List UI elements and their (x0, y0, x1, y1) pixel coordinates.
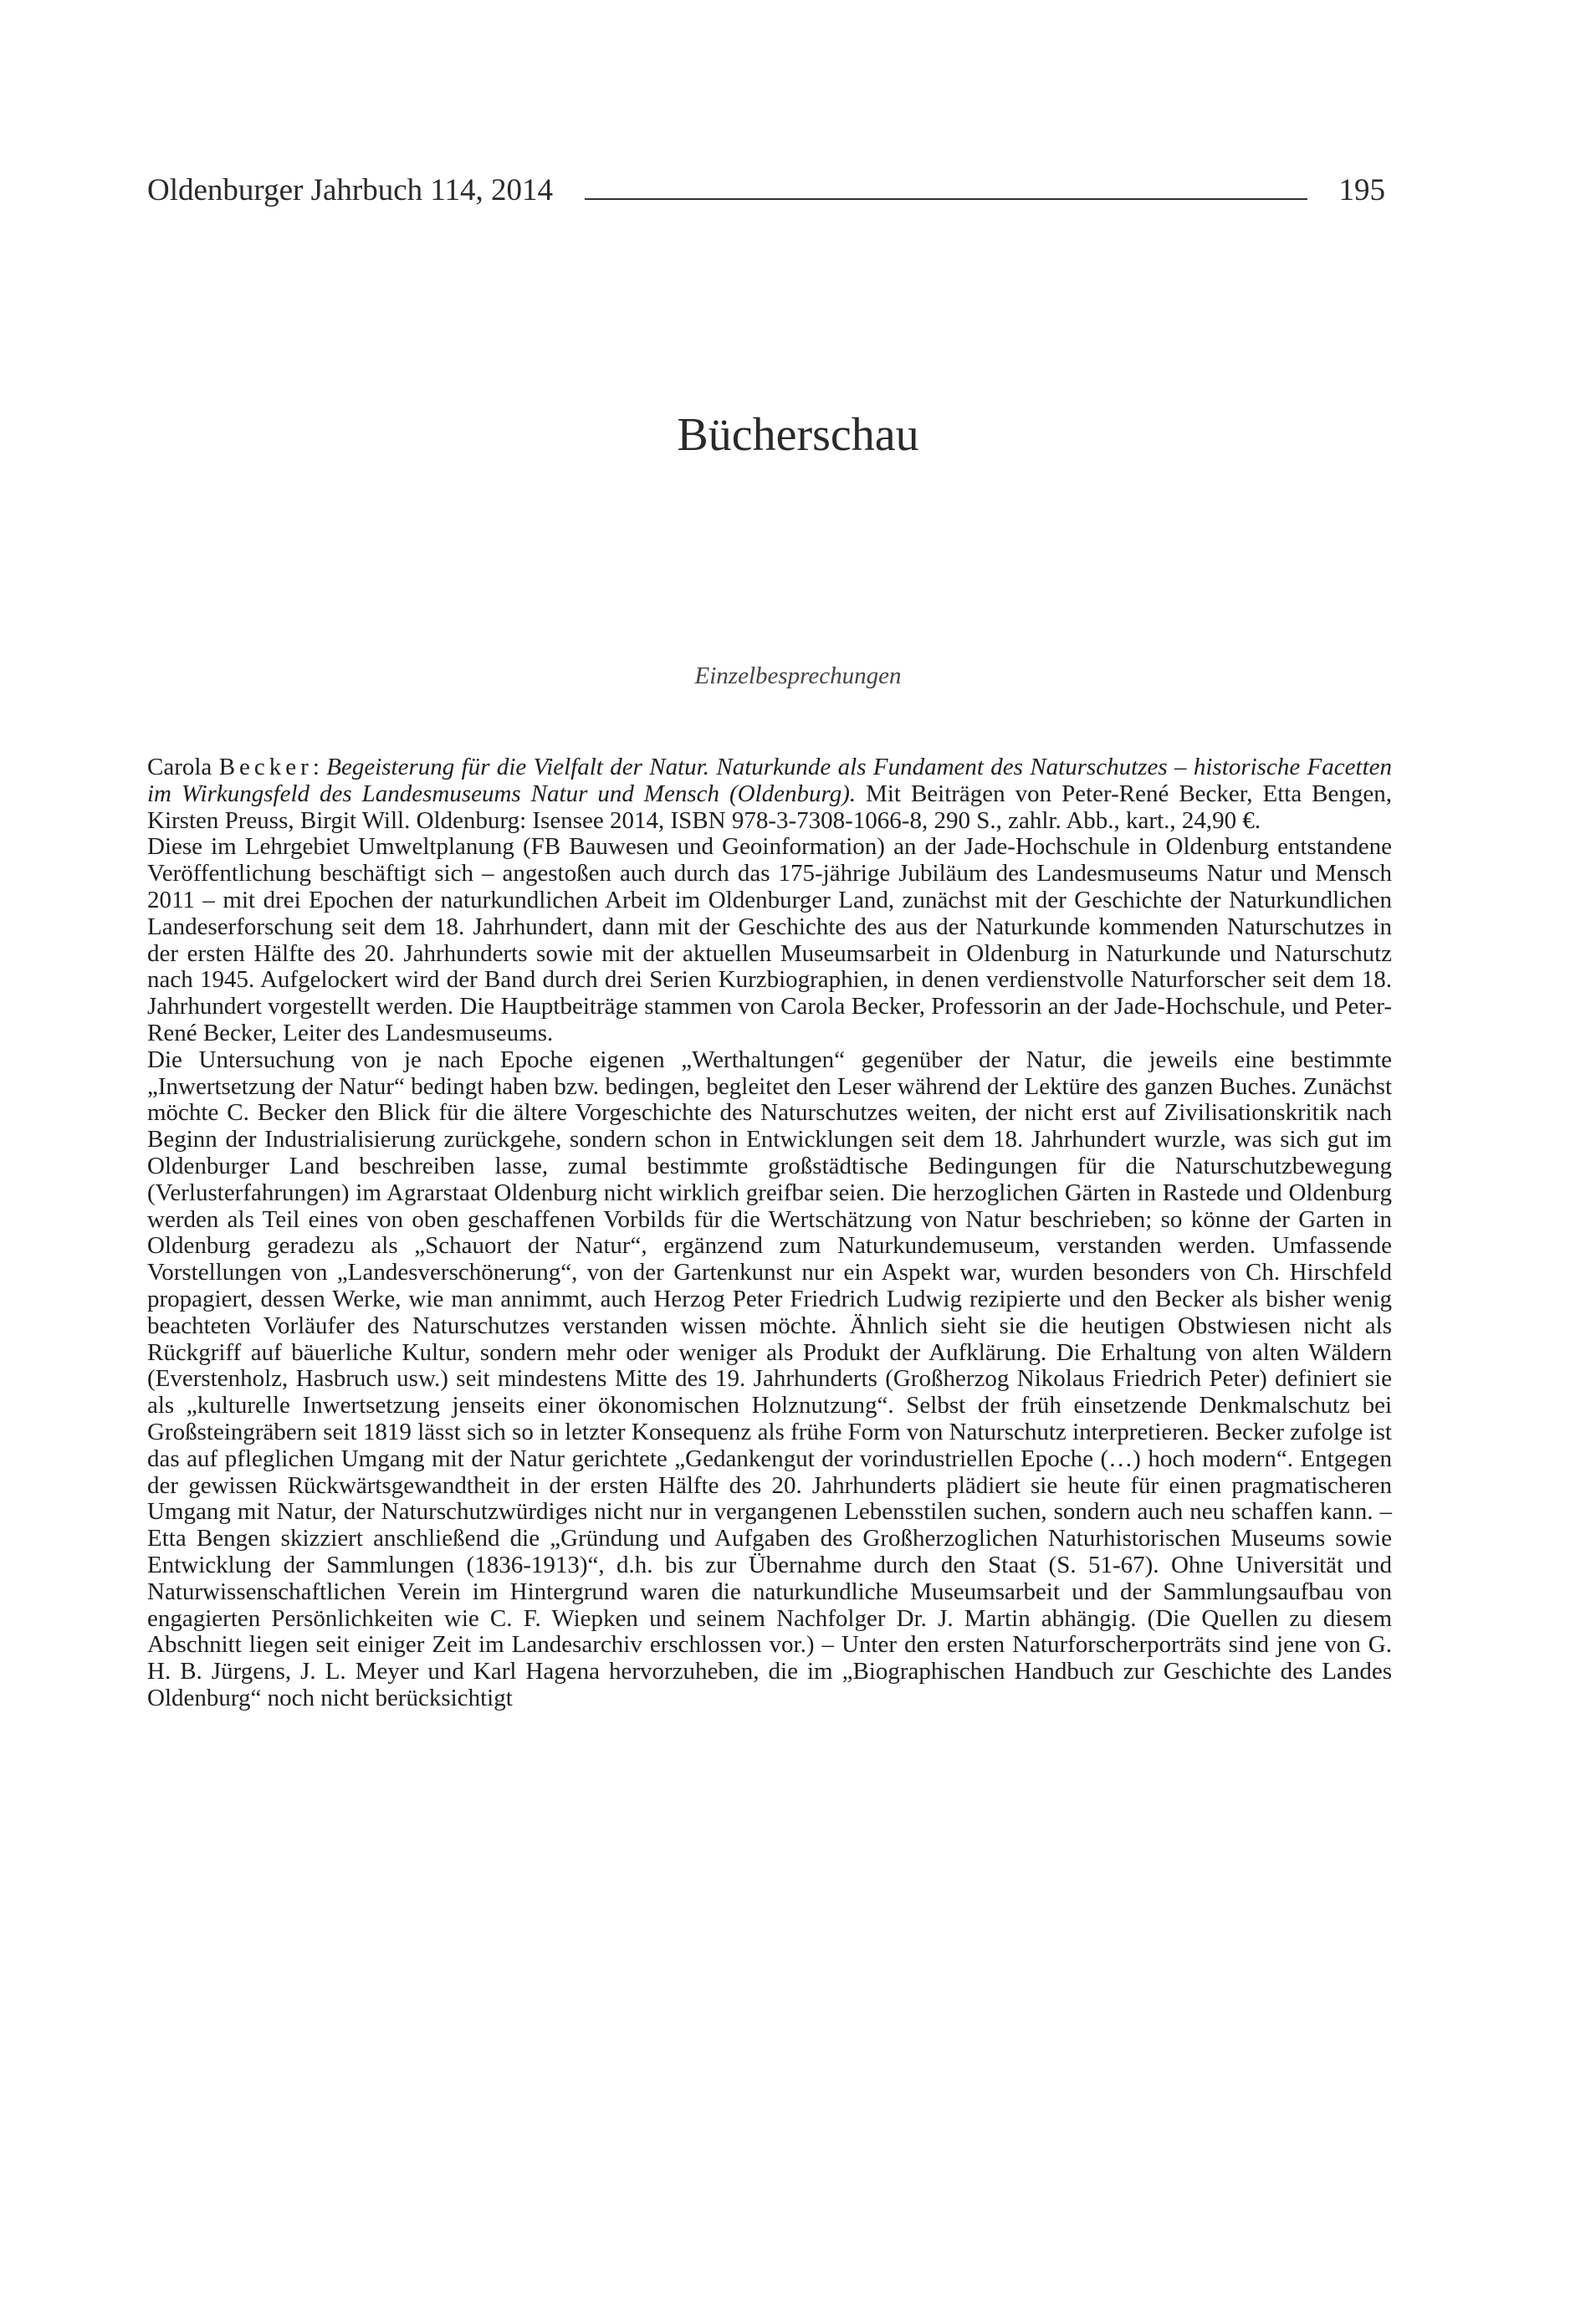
journal-title: Oldenburger Jahrbuch 114, 2014 (147, 173, 554, 207)
header-rule (585, 198, 1307, 200)
review-paragraph-1: Diese im Lehrgebiet Umweltplanung (FB Bauwesen und Geoinformation) an der Jade-Hochschule in Oldenburg entstandene Veröffentlichung beschäftigt sich – angestoßen auch durch das 175-jährige Jubiläum des Landesmuseums Natur und Mensch 2011 – mit drei Epochen der naturkundlichen Arbeit im Oldenburger Land, zunächst mit der Geschichte der Naturkundlichen Landeserforschung seit dem 18. Jahrhundert, dann mit der Geschichte des aus der Naturkunde kommenden Naturschutzes in der ersten Hälfte des 20. Jahrhunderts sowie mit der aktuellen Museumsarbeit in Oldenburg in Naturkunde und Naturschutz nach 1945. Aufgelockert wird der Band durch drei Serien Kurzbiographien, in denen verdienstvolle Naturforscher seit dem 18. Jahrhundert vorgestellt werden. Die Hauptbeiträge stammen von Carola Becker, Professorin an der Jade-Hochschule, und Peter-René Becker, Leiter des Landesmuseums. (147, 833, 1392, 1046)
bibliographic-entry: Carola Becker: Begeisterung für die Vielfalt der Natur. Naturkunde als Fundament des Naturschutzes – historische Facetten im Wirkungsfeld des Landesmuseums Natur und Mensch (Oldenburg). Mit Beiträgen von Peter-René Becker, Etta Bengen, Kirsten Preuss, Birgit Will. Oldenburg: Isensee 2014, ISBN 978-3-7308-1066-8, 290 S., zahlr. Abb., kart., 24,90 €. (147, 754, 1392, 834)
section-title: Bücherschau (677, 409, 919, 461)
running-head (147, 172, 1394, 222)
review-body (147, 754, 1392, 1712)
review-paragraph-2: Die Untersuchung von je nach Epoche eigenen „Werthaltungen“ gegenüber der Natur, die jeweils eine bestimmte „Inwertsetzung der Natur“ bedingt haben bzw. bedingen, begleitet den Leser während der Lektüre des ganzen Buches. Zunächst möchte C. Becker den Blick für die ältere Vorgeschichte des Naturschutzes weiten, der nicht erst auf Zivilisationskritik nach Beginn der Industrialisierung zurückgehe, sondern schon in Entwicklungen seit dem 18. Jahrhundert wurzle, was sich gut im Oldenburger Land beschreiben lasse, zumal bestimmte großstädtische Bedingungen für die Naturschutzbewegung (Verlusterfahrungen) im Agrarstaat Oldenburg nicht wirklich greifbar seien. Die herzoglichen Gärten in Rastede und Oldenburg werden als Teil eines von oben geschaffenen Vorbilds für die Wertschätzung von Natur beschrieben; so könne der Garten in Oldenburg geradezu als „Schauort der Natur“, ergänzend zum Naturkundemuseum, verstanden werden. Umfassende Vorstellungen von „Landesverschönerung“, von der Gartenkunst nur ein Aspekt war, wurden besonders von Ch. Hirschfeld propagiert, dessen Werke, wie man annimmt, auch Herzog Peter Friedrich Ludwig rezipierte und den Becker als bisher wenig beachteten Vorläufer des Naturschutzes verstanden wissen möchte. Ähnlich sieht sie die heutigen Obstwiesen nicht als Rückgriff auf bäuerliche Kultur, sondern mehr oder weniger als Produkt der Aufklärung. Die Erhaltung von alten Wäldern (Everstenholz, Hasbruch usw.) seit mindestens Mitte des 19. Jahrhunderts (Großherzog Nikolaus Friedrich Peter) definiert sie als „kulturelle Inwertsetzung jenseits einer ökonomischen Holznutzung“. Selbst der früh einsetzende Denkmalschutz bei Großsteingräbern seit 1819 lässt sich so in letzter Konsequenz als frühe Form von Naturschutz interpretieren. Becker zufolge ist das auf pfleglichen Umgang mit der Natur gerichtete „Gedankengut der vorindustriellen Epoche (…) hoch modern“. Entgegen der gewissen Rückwärtsgewandtheit in der ersten Hälfte des 20. Jahrhunderts plädiert sie heute für einen pragmatischeren Umgang mit Natur, der Naturschutzwürdiges nicht nur in vergangenen Lebensstilen suchen, sondern auch neu schaffen kann. – Etta Bengen skizziert anschließend die „Gründung und Aufgaben des Großherzoglichen Naturhistorischen Museums sowie Entwicklung der Sammlungen (1836-1913)“, d.h. bis zur Übernahme durch den Staat (S. 51-67). Ohne Universität und Naturwissenschaftlichen Verein im Hintergrund waren die naturkundliche Museumsarbeit und der Sammlungsaufbau von engagierten Persönlichkeiten wie C. F. Wiepken und seinem Nachfolger Dr. J. Martin abhängig. (Die Quellen zu diesem Abschnitt liegen seit einiger Zeit im Landesarchiv erschlossen vor.) – Unter den ersten Naturforscherporträts sind jene von G. H. B. Jürgens, J. L. Meyer und Karl Hagena hervorzuheben, die im „Biographischen Handbuch zur Geschichte des Landes Oldenburg“ noch nicht berücksichtigt (147, 1046, 1392, 1711)
author-first-name: Carola (147, 754, 212, 780)
page-number: 195 (1338, 173, 1385, 207)
author-last-name: Becker (218, 754, 313, 780)
book-title: Begeisterung für die Vielfalt der Natur. Naturkunde als Fundament des Naturschutzes – historische Facetten im Wirkungsfeld des Landesmuseums Natur und Mensch (Oldenburg). (147, 754, 1392, 807)
subsection-title: Einzelbesprechungen (694, 662, 902, 689)
bibliographic-details: Mit Beiträgen von Peter-René Becker, Etta Bengen, Kirsten Preuss, Birgit Will. Oldenburg: Isensee 2014, ISBN 978-3-7308-1066-8, 290 S., zahlr. Abb., kart., 24,90 €. (147, 780, 1392, 834)
